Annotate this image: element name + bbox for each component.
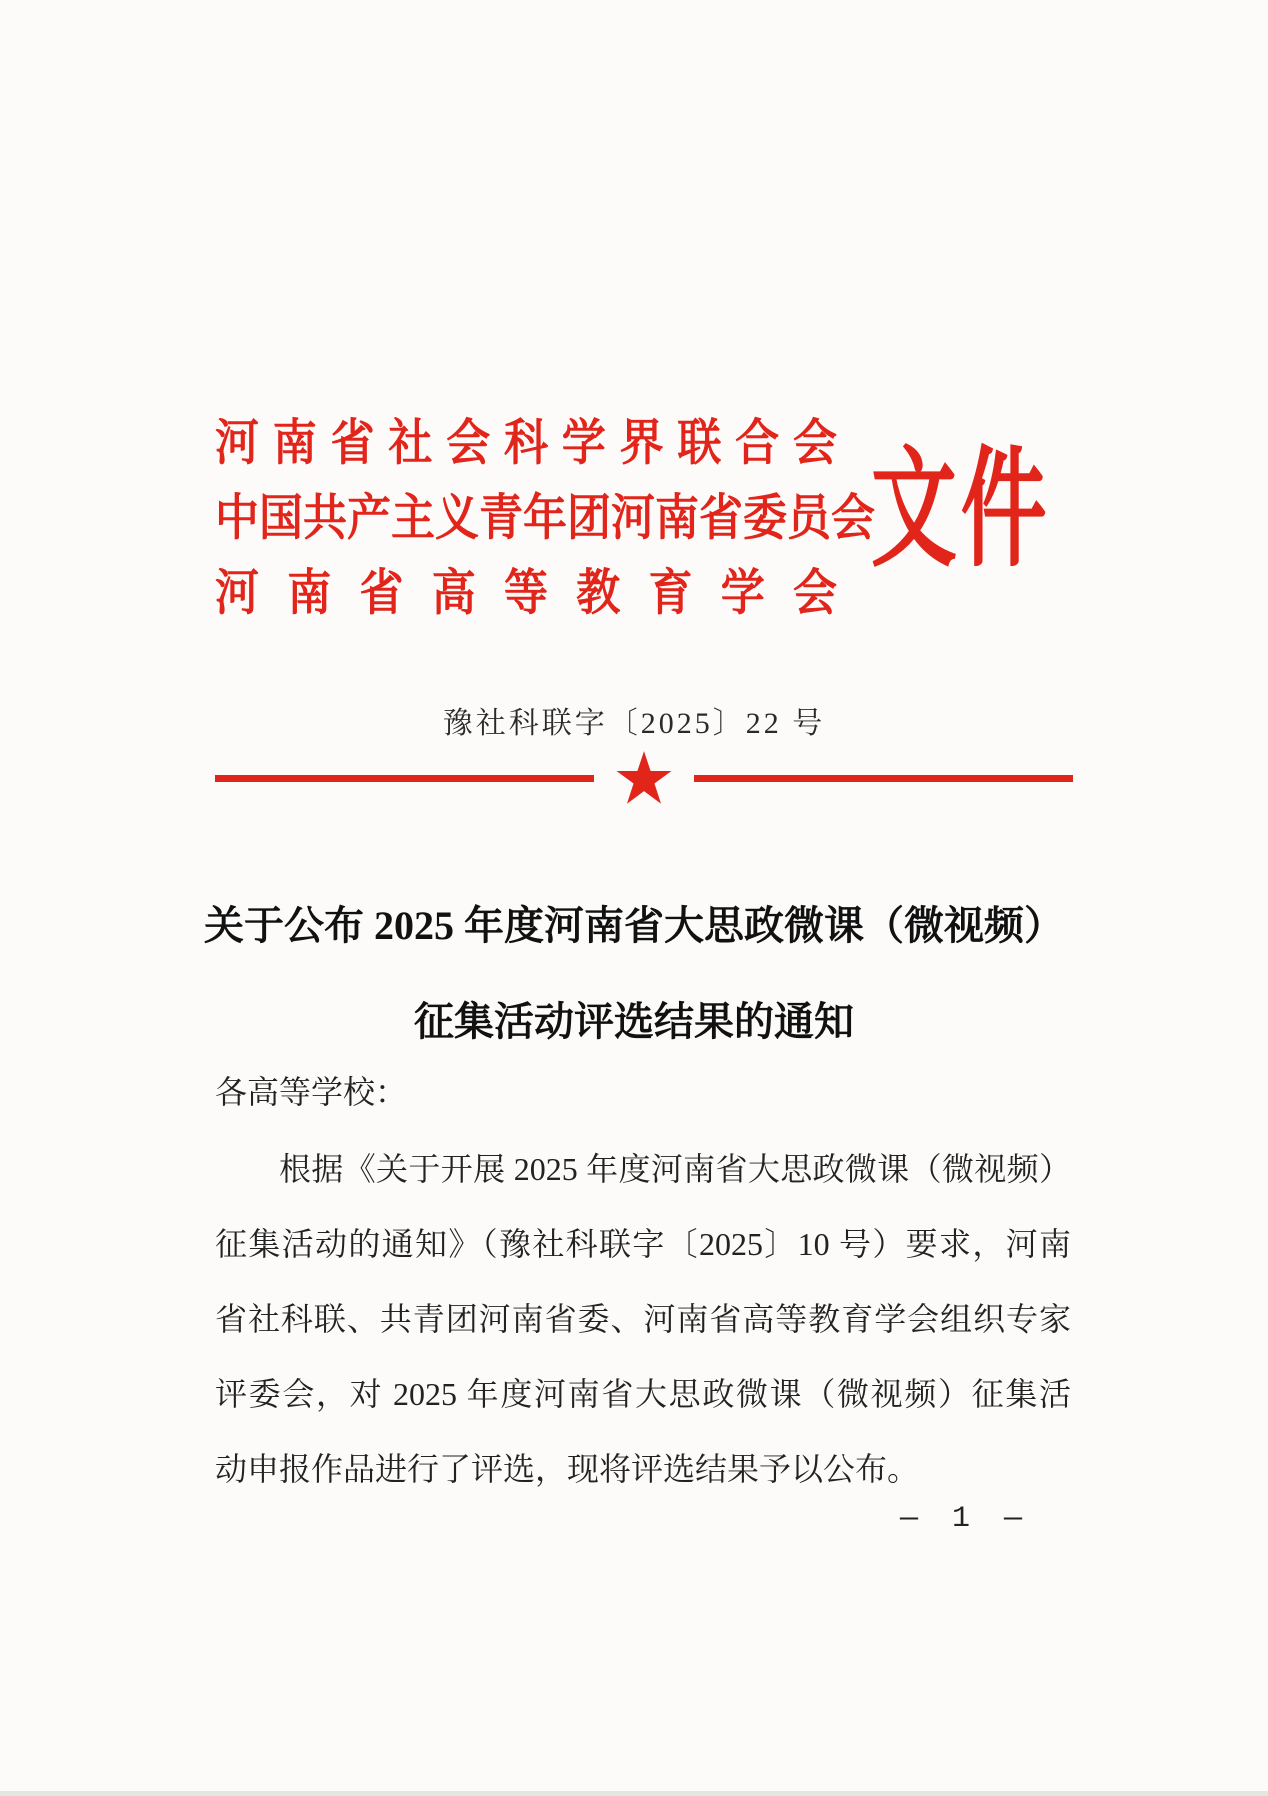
page-number: — 1 — (899, 1502, 1030, 1536)
body-line: 省社科联、共青团河南省委、河南省高等教育学会组织专家 (215, 1301, 1071, 1337)
divider-line-left (215, 775, 594, 782)
body-line: 动申报作品进行了评选，现将评选结果予以公布。 (215, 1451, 920, 1487)
title-line-1: 关于公布 2025 年度河南省大思政微课（微视频） (204, 903, 1064, 948)
salutation: 各高等学校： (215, 1074, 408, 1110)
document-number: 豫社科联字〔2025〕22 号 (442, 707, 826, 740)
document-title (0, 878, 1268, 1070)
org-name-line: 中 国 共 产 主 义 青 年 团 河 南 省 委 员 会 (215, 490, 875, 545)
org-name-line: 河 南 省 高 等 教 育 学 会 (215, 565, 837, 620)
body-paragraph (215, 1132, 1071, 1507)
issuing-organizations (215, 400, 875, 625)
body-line: 征集活动的通知》（豫社科联字〔2025〕10 号）要求，河南 (215, 1226, 1071, 1262)
letterhead (215, 400, 1073, 625)
divider-line-right (694, 775, 1073, 782)
body-line: 根据《关于开展 2025 年度河南省大思政微课（微视频） (279, 1151, 1071, 1187)
body-line: 评委会，对 2025 年度河南省大思政微课（微视频）征集活 (215, 1376, 1071, 1412)
red-divider (215, 749, 1073, 807)
document-type-label: 文件 (871, 439, 1051, 583)
scan-edge-artifact (0, 1791, 1268, 1796)
org-name-line: 河 南 省 社 会 科 学 界 联 合 会 (215, 415, 837, 470)
red-star-icon (616, 749, 672, 807)
title-line-2: 征集活动评选结果的通知 (414, 999, 854, 1044)
